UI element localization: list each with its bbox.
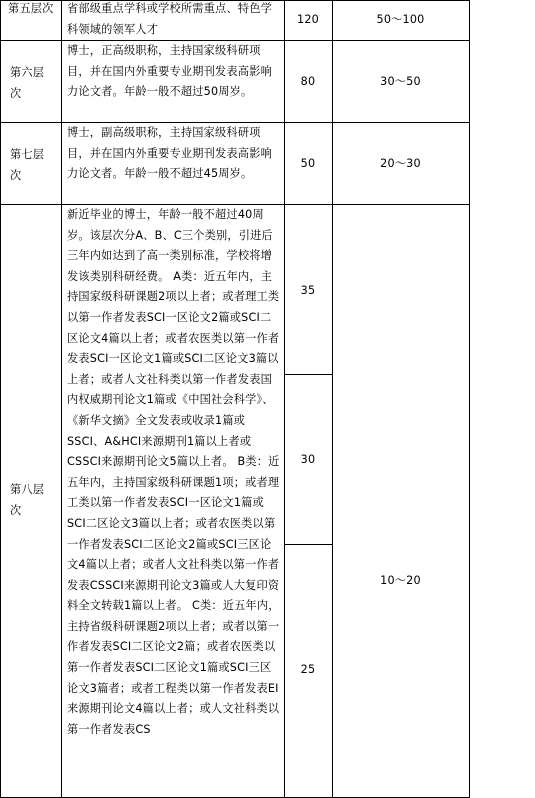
count-cell: [284, 281, 332, 302]
count-value: 25: [300, 663, 316, 676]
count-cell: [284, 154, 332, 175]
funding-value: 10～20: [380, 574, 421, 587]
criteria-text: 新近毕业的博士，年龄一般不超过40周岁。该层次分A、B、C三个类别，引进后三年内如达到了高一类别标准，学校将增发该类别科研经费。 A类：近五年内，主持国家级科研课题2项以上者；或者理工类以第一作者发表SCI一区论文2篇或SCI二区论文4篇以上者；或者农医类以第一作者发表SCI一区论文1篇或SCI二区论文3篇以上者；或者人文社科类以第一作者发表国内权威期刊论文1篇或《中国社会科学》、《新华文摘》全文发表或收录1篇或SSCI、A&HCI来源期刊1篇以上者或CSSCI来源期刊论文5篇以上者。 B类：近五年内，主持国家级科研课题1项；或者理工类以第一作者发表SCI一区论文1篇或SCI二区论文3篇以上者；或者农医类以第一作者发表SCI二区论文2篇或SCI三区论文4篇以上者；或者人文社科类以第一作者发表CSSCI来源期刊论文3篇或人大复印资料全文转载1篇以上者。 C类：近五年内，主持省级科研课题2项以上者；或者以第一作者发表SCI二区论文2篇；或者农医类以第一作者发表SCI二区论文1篇或SCI三区论文3篇者；或者工程类以第一作者发表EI来源期刊论文4篇以上者；或人文社科类以第一作者发表CS: [67, 208, 280, 736]
count-cell: [284, 450, 332, 471]
criteria-cell: [67, 205, 281, 797]
count-cell: [284, 10, 332, 31]
criteria-cell: [67, 123, 281, 204]
funding-cell: [332, 10, 469, 31]
count-cell: [284, 660, 332, 681]
criteria-text: 博士，正高级职称，主持国家级科研项目，并在国内外重要专业期刊发表高影响力论文者。年龄一般不超过50周岁。: [67, 44, 272, 99]
funding-cell: [332, 571, 469, 592]
level-cell: [10, 480, 54, 521]
funding-value: 20～30: [380, 157, 421, 170]
count-subdivider: [284, 544, 332, 545]
table-border-right: [469, 0, 470, 798]
table-border-left: [0, 0, 1, 798]
col-divider: [332, 0, 333, 798]
funding-cell: [332, 154, 469, 175]
criteria-cell: [67, 0, 281, 41]
count-value: 50: [300, 157, 316, 170]
criteria-text: 省部级重点学科或学校所需重点、特色学科领域的领军人才: [67, 2, 272, 36]
level-label: 第八层次: [10, 483, 45, 517]
funding-value: 50～100: [376, 13, 425, 26]
count-value: 120: [297, 13, 319, 26]
criteria-cell: [67, 41, 281, 122]
col-divider: [61, 0, 62, 798]
count-value: 80: [300, 75, 316, 88]
level-label: 第五层次: [8, 2, 54, 15]
level-cell: [10, 145, 54, 186]
count-value: 30: [300, 453, 316, 466]
level-label: 第七层次: [10, 148, 45, 182]
count-cell: [284, 72, 332, 93]
funding-cell: [332, 72, 469, 93]
level-label: 第六层次: [10, 66, 45, 100]
count-value: 35: [300, 284, 316, 297]
level-cell: [10, 63, 54, 104]
criteria-text: 博士，副高级职称，主持国家级科研项目，并在国内外重要专业期刊发表高影响力论文者。年龄一般不超过45周岁。: [67, 126, 272, 181]
count-subdivider: [284, 374, 332, 375]
level-cell: [8, 0, 58, 41]
funding-value: 30～50: [380, 75, 421, 88]
